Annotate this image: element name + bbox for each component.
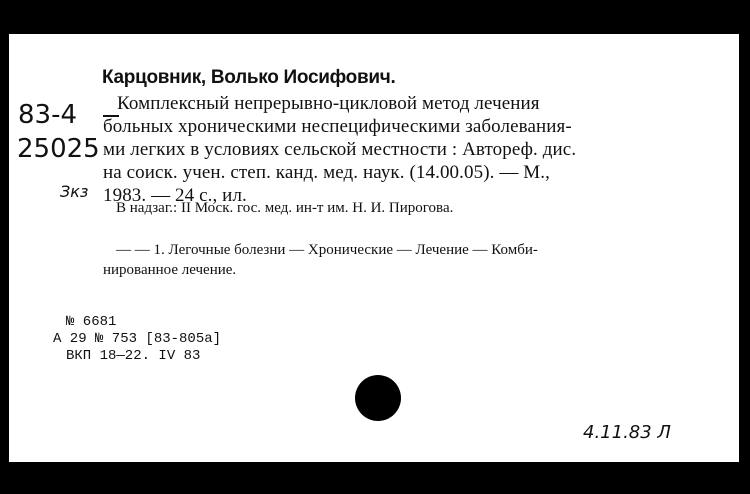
handwritten-shelf-number: 25025 <box>17 134 100 164</box>
accession-record: А 29 № 753 [83-805а] <box>53 331 222 347</box>
title-line-3: ми легких в условиях сельской местности : Автореф. дис. <box>103 139 577 160</box>
series-note: В надзаг.: II Моск. гос. мед. ин-т им. Н. И. Пирогова. <box>116 200 454 216</box>
title-line-1: Комплексный непрерывно-цикловой метод лечения <box>117 93 540 114</box>
accession-date: ВКП 18—22. IV 83 <box>66 348 201 364</box>
subject-heading-line-1: — — 1. Легочные болезни — Хронические — Лечение — Комби- <box>116 242 538 258</box>
punch-hole <box>355 375 401 421</box>
title-line-4: на соиск. учен. степ. канд. мед. наук. (14.00.05). — М., <box>103 162 550 183</box>
title-line-5: 1983. — 24 с., ил. <box>103 185 247 206</box>
author-heading: Карцовник, Волько Иосифович. <box>102 67 396 88</box>
handwritten-margin-note: Зкз <box>60 182 89 201</box>
handwritten-shelf-mark: 83-4 <box>18 100 78 130</box>
accession-number: № 6681 <box>66 314 117 330</box>
subject-heading-line-2: нированное лечение. <box>103 262 237 278</box>
title-line-2: больных хроническими неспецифическими заболевания- <box>103 116 572 137</box>
handwritten-date-signature: 4.11.83 Л <box>583 422 671 443</box>
